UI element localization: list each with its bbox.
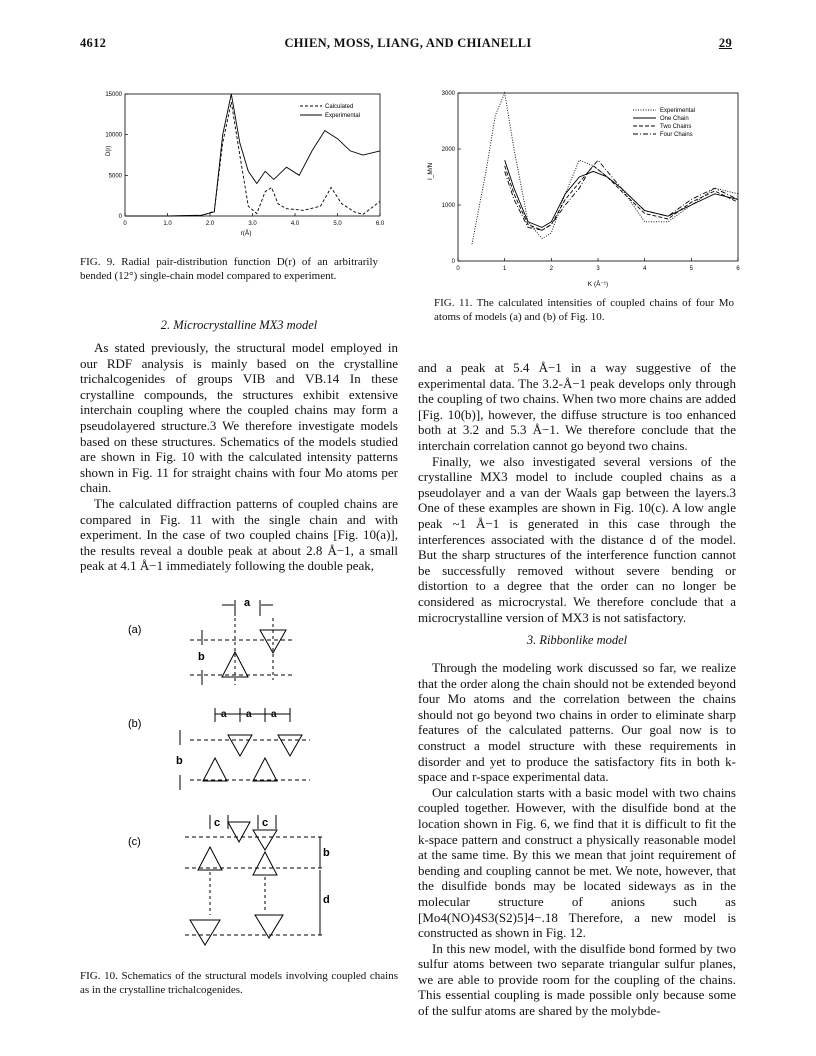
fig11-xtick-label: 0 <box>456 266 460 272</box>
fig10-dim-c: c <box>214 817 221 829</box>
right-paragraph: Finally, we also investigated several versions of the crystalline MX3 model to include coupled chains as a pseudolayer and a van der Waals gap between the layers.3 One of these examples are shown in Fig. 10(c). A low angle peak ~1 Å−1 is generated in this case through the interferences associated with the distance d of the model. But the sharp structures of the interference function cannot be successfully removed without severe bending or distortion to a degree that the order can no longer be considered as microcrystal. We therefore conclude that a microcrystalline version of MX3 is not satisfactory. <box>418 453 736 625</box>
right-column-text-2 <box>418 660 736 1019</box>
fig11-legend <box>633 108 695 138</box>
fig10-dim-a: a <box>221 709 227 720</box>
fig10c-triangle <box>253 830 277 850</box>
fig11-series-experimental <box>472 93 738 244</box>
fig9-xtick-label: 2.0 <box>205 221 215 227</box>
fig11-legend-four-chains: Four Chains <box>660 132 693 138</box>
fig11-xtick-label: 4 <box>642 266 647 272</box>
fig9-xtick-label: 0 <box>123 221 127 227</box>
fig10-dim-a: a <box>246 709 252 720</box>
section-2-title: 2. Microcrystalline MX3 model <box>160 318 318 332</box>
fig10-dim-b: b <box>323 847 330 859</box>
fig10-dim-b: b <box>176 755 183 767</box>
fig11-ytick-label: 0 <box>451 259 455 265</box>
fig11-xtick-label: 5 <box>689 266 694 272</box>
fig10-caption: FIG. 10. Schematics of the structural models involving coupled chains as in the crystalline trichalcogenides. <box>80 970 398 996</box>
fig9-legend-calculated: Calculated <box>325 104 354 110</box>
fig11-frame <box>458 93 738 261</box>
running-title: CHIEN, MOSS, LIANG, AND CHIANELLI <box>284 36 532 50</box>
left-paragraph: As stated previously, the structural model employed in our RDF analysis is mainly based on the crystalline trichalcogenides of groups VIB and VB.14 In these crystalline compounds, the structures exhibit extensive interchain coupling where the coupled chains may form a pseudolayered structure.3 We therefore investigate models based on these structures. Schematics of the models studied are shown in Fig. 10 with the calculated intensity patterns shown in Fig. 11 for straight chains with four Mo atoms per chain. <box>80 340 398 496</box>
fig10c-triangle <box>228 822 250 842</box>
fig11-xtick-label: 1 <box>502 266 507 272</box>
fig10b-triangle <box>278 735 302 756</box>
fig9-xtick-label: 5.0 <box>333 221 342 227</box>
fig10-dim-d: d <box>323 894 330 906</box>
fig11-xtick-label: 3 <box>596 266 600 272</box>
fig10-dim-b: b <box>198 651 205 663</box>
fig9-xtick-label: 3.0 <box>248 221 257 227</box>
fig9-chart <box>100 88 390 248</box>
volume-number: 29 <box>718 36 732 50</box>
fig11-legend-experimental: Experimental <box>660 108 696 114</box>
fig9-legend-experimental: Experimental <box>325 113 361 119</box>
fig9-ytick-label: 15000 <box>105 92 122 98</box>
fig10-schematic <box>110 590 350 955</box>
left-column-text <box>80 340 398 574</box>
fig10-dim-a: a <box>271 709 277 720</box>
page-number: 4612 <box>80 36 107 50</box>
fig9-ytick-label: 0 <box>118 214 122 220</box>
fig10-dim-a: a <box>244 597 251 609</box>
fig11-caption: FIG. 11. The calculated intensities of coupled chains of four Mo atoms of models (a) and (b) of Fig. 10. <box>434 297 734 323</box>
right-paragraph: and a peak at 5.4 Å−1 in a way suggestive of the experimental data. The 3.2-Å−1 peak develops only through the coupling of two chains. When two more chains are added [Fig. 10(b)], however, the diffuse structure is too enhanced both at 3.2 and 5.3 Å−1. We therefore conclude that the interchain correlation cannot go beyond two chains. <box>418 360 736 453</box>
fig11-chart <box>418 88 748 293</box>
fig10-dim-c: c <box>262 817 269 829</box>
right-paragraph: Our calculation starts with a basic model with two chains coupled together. However, with the disulfide bond at the location shown in Fig. 6, we find that it is difficult to fit the k-space pattern and construct a physically reasonable model at the same time. By this we mean that joint requirement of bending and coupling cannot be met. We note, however, that the disulfide bonds may be located sideways as in the molecular structure of anions such as [Mo4(NO)4S3(S2)5]4−.18 Therefore, a new model is constructed as shown in Fig. 12. <box>418 784 736 941</box>
fig10-label-a: (a) <box>128 624 142 636</box>
fig10c-triangle <box>190 920 220 945</box>
fig11-ytick-label: 1000 <box>441 203 455 209</box>
section-3-title: 3. Ribbonlike model <box>526 633 628 647</box>
fig11-series-four-chains <box>505 160 738 230</box>
fig9-xlabel: r(Å) <box>240 230 252 237</box>
fig10b-triangle <box>203 758 227 781</box>
fig10c-triangle <box>253 852 277 875</box>
fig10-label-b: (b) <box>128 718 142 730</box>
fig9-legend <box>300 104 360 119</box>
right-column-text-1 <box>418 360 736 625</box>
right-paragraph: Through the modeling work discussed so far, we realize that the order along the chain should not be extended beyond four Mo atoms and the correlation between the chains should not go beyond two chains in order to eliminate sharp features of the calculated patterns. Our goal now is to construct a model structure with these requirements in disorder and yet to produce the satisfactory fits in both k-space and r-space experimental data. <box>418 660 736 785</box>
fig9-xtick-label: 1.0 <box>163 221 172 227</box>
fig10-label-c: (c) <box>128 836 141 848</box>
fig11-ytick-label: 3000 <box>441 91 455 97</box>
fig11-legend-two-chains: Two Chains <box>660 124 692 130</box>
fig10c-triangle <box>198 847 222 870</box>
fig9-ytick-label: 10000 <box>105 132 122 139</box>
fig11-xtick-label: 6 <box>736 266 740 272</box>
fig11-xlabel: K (Å⁻¹) <box>587 281 609 288</box>
fig9-xtick-label: 4.0 <box>290 221 300 227</box>
fig10b-triangle <box>253 758 277 781</box>
fig11-ylabel: I_M/N <box>427 162 434 180</box>
fig11-xtick-label: 2 <box>549 266 554 272</box>
right-paragraph: In this new model, with the disulfide bond formed by two sulfur atoms between two separate triangular sulfur planes, we are able to provide room for the coupling of the chains. This essential coupling is made possible only because some of the sulfur atoms are shared by the molybde- <box>418 940 736 1019</box>
fig11-legend-one-chain: One Chain <box>660 116 689 122</box>
fig10b-triangle <box>228 735 252 756</box>
fig11-series-two-chains <box>505 166 738 230</box>
fig9-ylabel: D(r) <box>106 145 112 156</box>
fig9-series-calculated <box>125 102 380 216</box>
fig9-ytick-label: 5000 <box>108 173 122 180</box>
left-paragraph: The calculated diffraction patterns of coupled chains are compared in Fig. 11 with the single chain and with experiment. In the case of two coupled chains [Fig. 10(a)], the results reveal a double peak at about 2.8 Å−1, a small peak at 4.1 Å−1 immediately following the double peak, <box>80 495 398 574</box>
fig11-ytick-label: 2000 <box>441 147 455 153</box>
fig9-xtick-label: 6.0 <box>375 221 385 227</box>
fig9-caption: FIG. 9. Radial pair-distribution function D(r) of an arbitrarily bended (12°) single-chain model compared to experiment. <box>80 256 378 282</box>
